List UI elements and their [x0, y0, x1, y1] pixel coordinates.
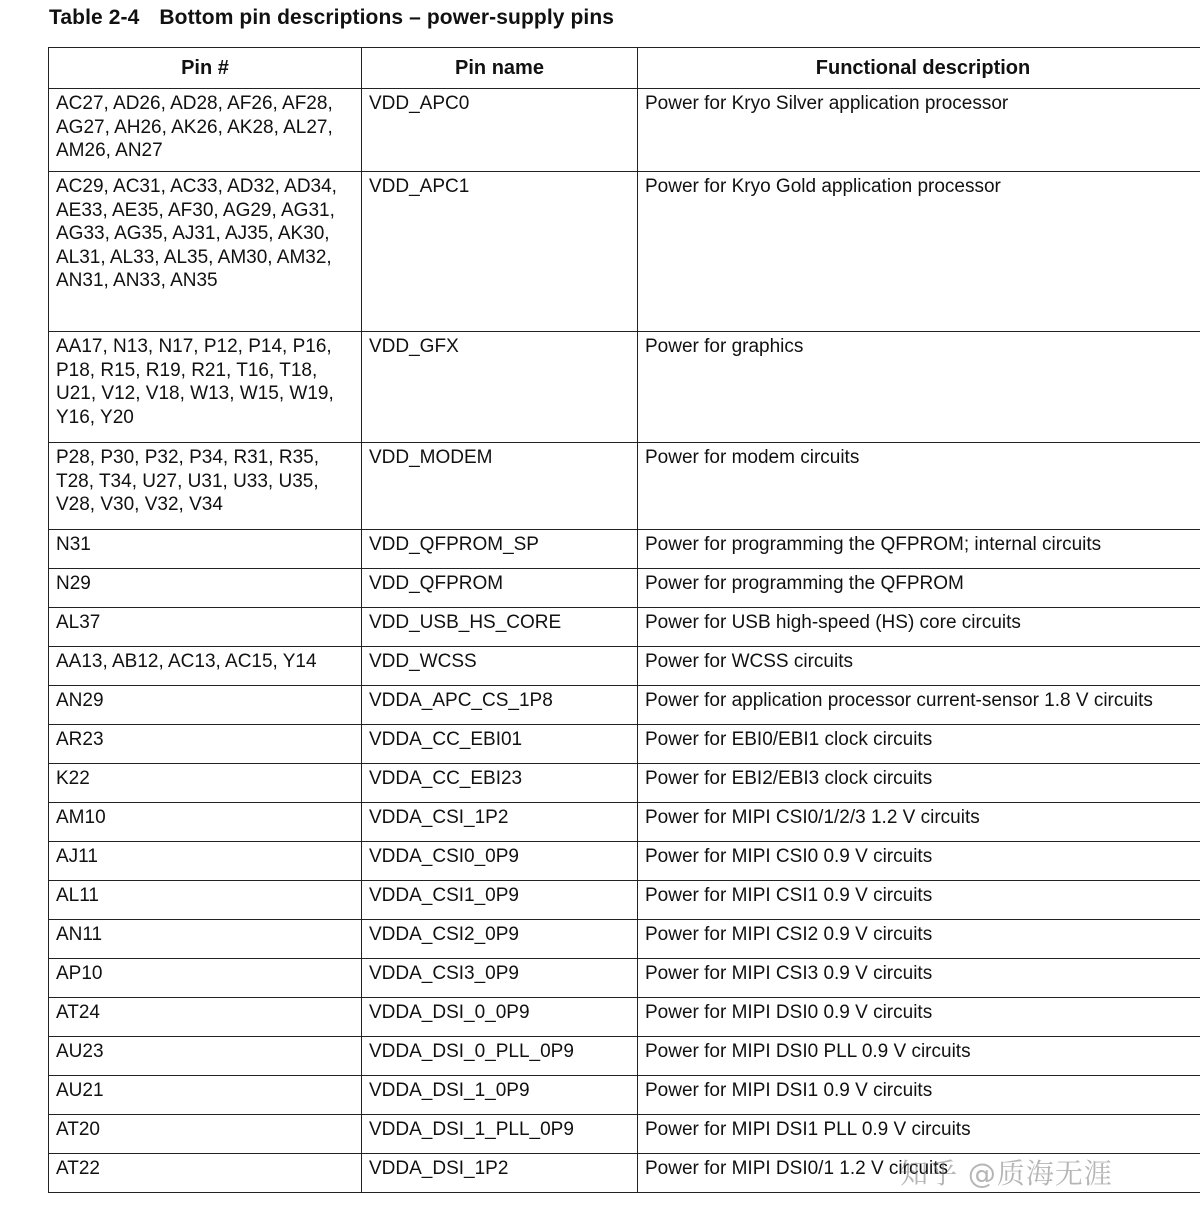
description-cell: Power for application processor current-sensor 1.8 V circuits	[638, 686, 1200, 725]
description-cell: Power for MIPI DSI0 0.9 V circuits	[638, 998, 1200, 1037]
table-row	[49, 1115, 1200, 1154]
pin-cell: AA13, AB12, AC13, AC15, Y14	[49, 647, 362, 686]
pin-name-cell: VDD_USB_HS_CORE	[362, 608, 638, 647]
table-row	[49, 764, 1200, 803]
pin-name-cell: VDDA_DSI_1_PLL_0P9	[362, 1115, 638, 1154]
pin-cell: AC29, AC31, AC33, AD32, AD34, AE33, AE35, AF30, AG29, AG31, AG33, AG35, AJ31, AJ35, AK30, AL31, AL33, AL35, AM30, AM32, AN31, AN33, AN35	[49, 172, 362, 332]
pin-cell: AR23	[49, 725, 362, 764]
pin-name-cell: VDDA_CC_EBI23	[362, 764, 638, 803]
description-cell: Power for Kryo Silver application processor	[638, 89, 1200, 172]
table-row	[49, 1076, 1200, 1115]
pin-name-cell: VDD_QFPROM	[362, 569, 638, 608]
pin-cell: AT22	[49, 1154, 362, 1193]
pin-cell: AU23	[49, 1037, 362, 1076]
pin-name-cell: VDD_WCSS	[362, 647, 638, 686]
pin-name-cell: VDD_APC1	[362, 172, 638, 332]
pin-cell: K22	[49, 764, 362, 803]
description-cell: Power for MIPI CSI1 0.9 V circuits	[638, 881, 1200, 920]
pin-name-cell: VDDA_APC_CS_1P8	[362, 686, 638, 725]
table-number: Table 2-4	[49, 6, 140, 29]
pin-table	[48, 47, 1200, 1193]
description-cell: Power for MIPI CSI2 0.9 V circuits	[638, 920, 1200, 959]
table-row	[49, 332, 1200, 443]
table-row	[49, 998, 1200, 1037]
description-cell: Power for MIPI DSI0 PLL 0.9 V circuits	[638, 1037, 1200, 1076]
pin-cell: AJ11	[49, 842, 362, 881]
description-cell: Power for MIPI CSI0/1/2/3 1.2 V circuits	[638, 803, 1200, 842]
description-cell: Power for MIPI DSI0/1 1.2 V circuits	[638, 1154, 1200, 1193]
pin-name-cell: VDDA_CSI2_0P9	[362, 920, 638, 959]
pin-name-cell: VDDA_DSI_1_0P9	[362, 1076, 638, 1115]
pin-cell: AT20	[49, 1115, 362, 1154]
pin-name-cell: VDDA_DSI_0_PLL_0P9	[362, 1037, 638, 1076]
header-pin: Pin #	[49, 48, 362, 89]
pin-name-cell: VDDA_CC_EBI01	[362, 725, 638, 764]
description-cell: Power for MIPI CSI3 0.9 V circuits	[638, 959, 1200, 998]
table-row	[49, 920, 1200, 959]
description-cell: Power for EBI0/EBI1 clock circuits	[638, 725, 1200, 764]
pin-name-cell: VDDA_CSI_1P2	[362, 803, 638, 842]
pin-cell: N31	[49, 530, 362, 569]
pin-cell: AN29	[49, 686, 362, 725]
table-row	[49, 803, 1200, 842]
table-row	[49, 443, 1200, 530]
pin-cell: AN11	[49, 920, 362, 959]
description-cell: Power for Kryo Gold application processor	[638, 172, 1200, 332]
pin-cell: AC27, AD26, AD28, AF26, AF28, AG27, AH26, AK26, AK28, AL27, AM26, AN27	[49, 89, 362, 172]
table-row	[49, 1037, 1200, 1076]
description-cell: Power for USB high-speed (HS) core circuits	[638, 608, 1200, 647]
description-cell: Power for MIPI DSI1 PLL 0.9 V circuits	[638, 1115, 1200, 1154]
description-cell: Power for graphics	[638, 332, 1200, 443]
pin-name-cell: VDD_APC0	[362, 89, 638, 172]
pin-cell: AP10	[49, 959, 362, 998]
table-row	[49, 725, 1200, 764]
description-cell: Power for WCSS circuits	[638, 647, 1200, 686]
pin-name-cell: VDDA_DSI_0_0P9	[362, 998, 638, 1037]
table-row	[49, 172, 1200, 332]
pin-name-cell: VDD_QFPROM_SP	[362, 530, 638, 569]
pin-name-cell: VDD_MODEM	[362, 443, 638, 530]
pin-cell: P28, P30, P32, P34, R31, R35, T28, T34, U27, U31, U33, U35, V28, V30, V32, V34	[49, 443, 362, 530]
description-cell: Power for programming the QFPROM; internal circuits	[638, 530, 1200, 569]
description-cell: Power for MIPI DSI1 0.9 V circuits	[638, 1076, 1200, 1115]
table-row	[49, 608, 1200, 647]
pin-name-cell: VDD_GFX	[362, 332, 638, 443]
pin-cell: AT24	[49, 998, 362, 1037]
description-cell: Power for EBI2/EBI3 clock circuits	[638, 764, 1200, 803]
pin-name-cell: VDDA_DSI_1P2	[362, 1154, 638, 1193]
pin-name-cell: VDDA_CSI0_0P9	[362, 842, 638, 881]
header-pin-name: Pin name	[362, 48, 638, 89]
pin-cell: AM10	[49, 803, 362, 842]
pin-cell: AU21	[49, 1076, 362, 1115]
pin-cell: N29	[49, 569, 362, 608]
table-row	[49, 89, 1200, 172]
table-title: Bottom pin descriptions – power-supply pins	[159, 6, 615, 29]
table-row	[49, 842, 1200, 881]
pin-cell: AL37	[49, 608, 362, 647]
description-cell: Power for MIPI CSI0 0.9 V circuits	[638, 842, 1200, 881]
pin-cell: AL11	[49, 881, 362, 920]
table-row	[49, 569, 1200, 608]
header-description: Functional description	[638, 48, 1200, 89]
table-caption	[49, 6, 614, 30]
description-cell: Power for modem circuits	[638, 443, 1200, 530]
watermark: 知乎 @质海无涯	[900, 1157, 1113, 1190]
table-row	[49, 686, 1200, 725]
pin-name-cell: VDDA_CSI1_0P9	[362, 881, 638, 920]
pin-cell: AA17, N13, N17, P12, P14, P16, P18, R15, R19, R21, T16, T18, U21, V12, V18, W13, W15, W19, Y16, Y20	[49, 332, 362, 443]
table-header-row	[49, 48, 1200, 89]
description-cell: Power for programming the QFPROM	[638, 569, 1200, 608]
table-row	[49, 881, 1200, 920]
table-body	[49, 89, 1200, 1193]
table-row	[49, 530, 1200, 569]
table-row	[49, 959, 1200, 998]
pin-name-cell: VDDA_CSI3_0P9	[362, 959, 638, 998]
table-row	[49, 647, 1200, 686]
